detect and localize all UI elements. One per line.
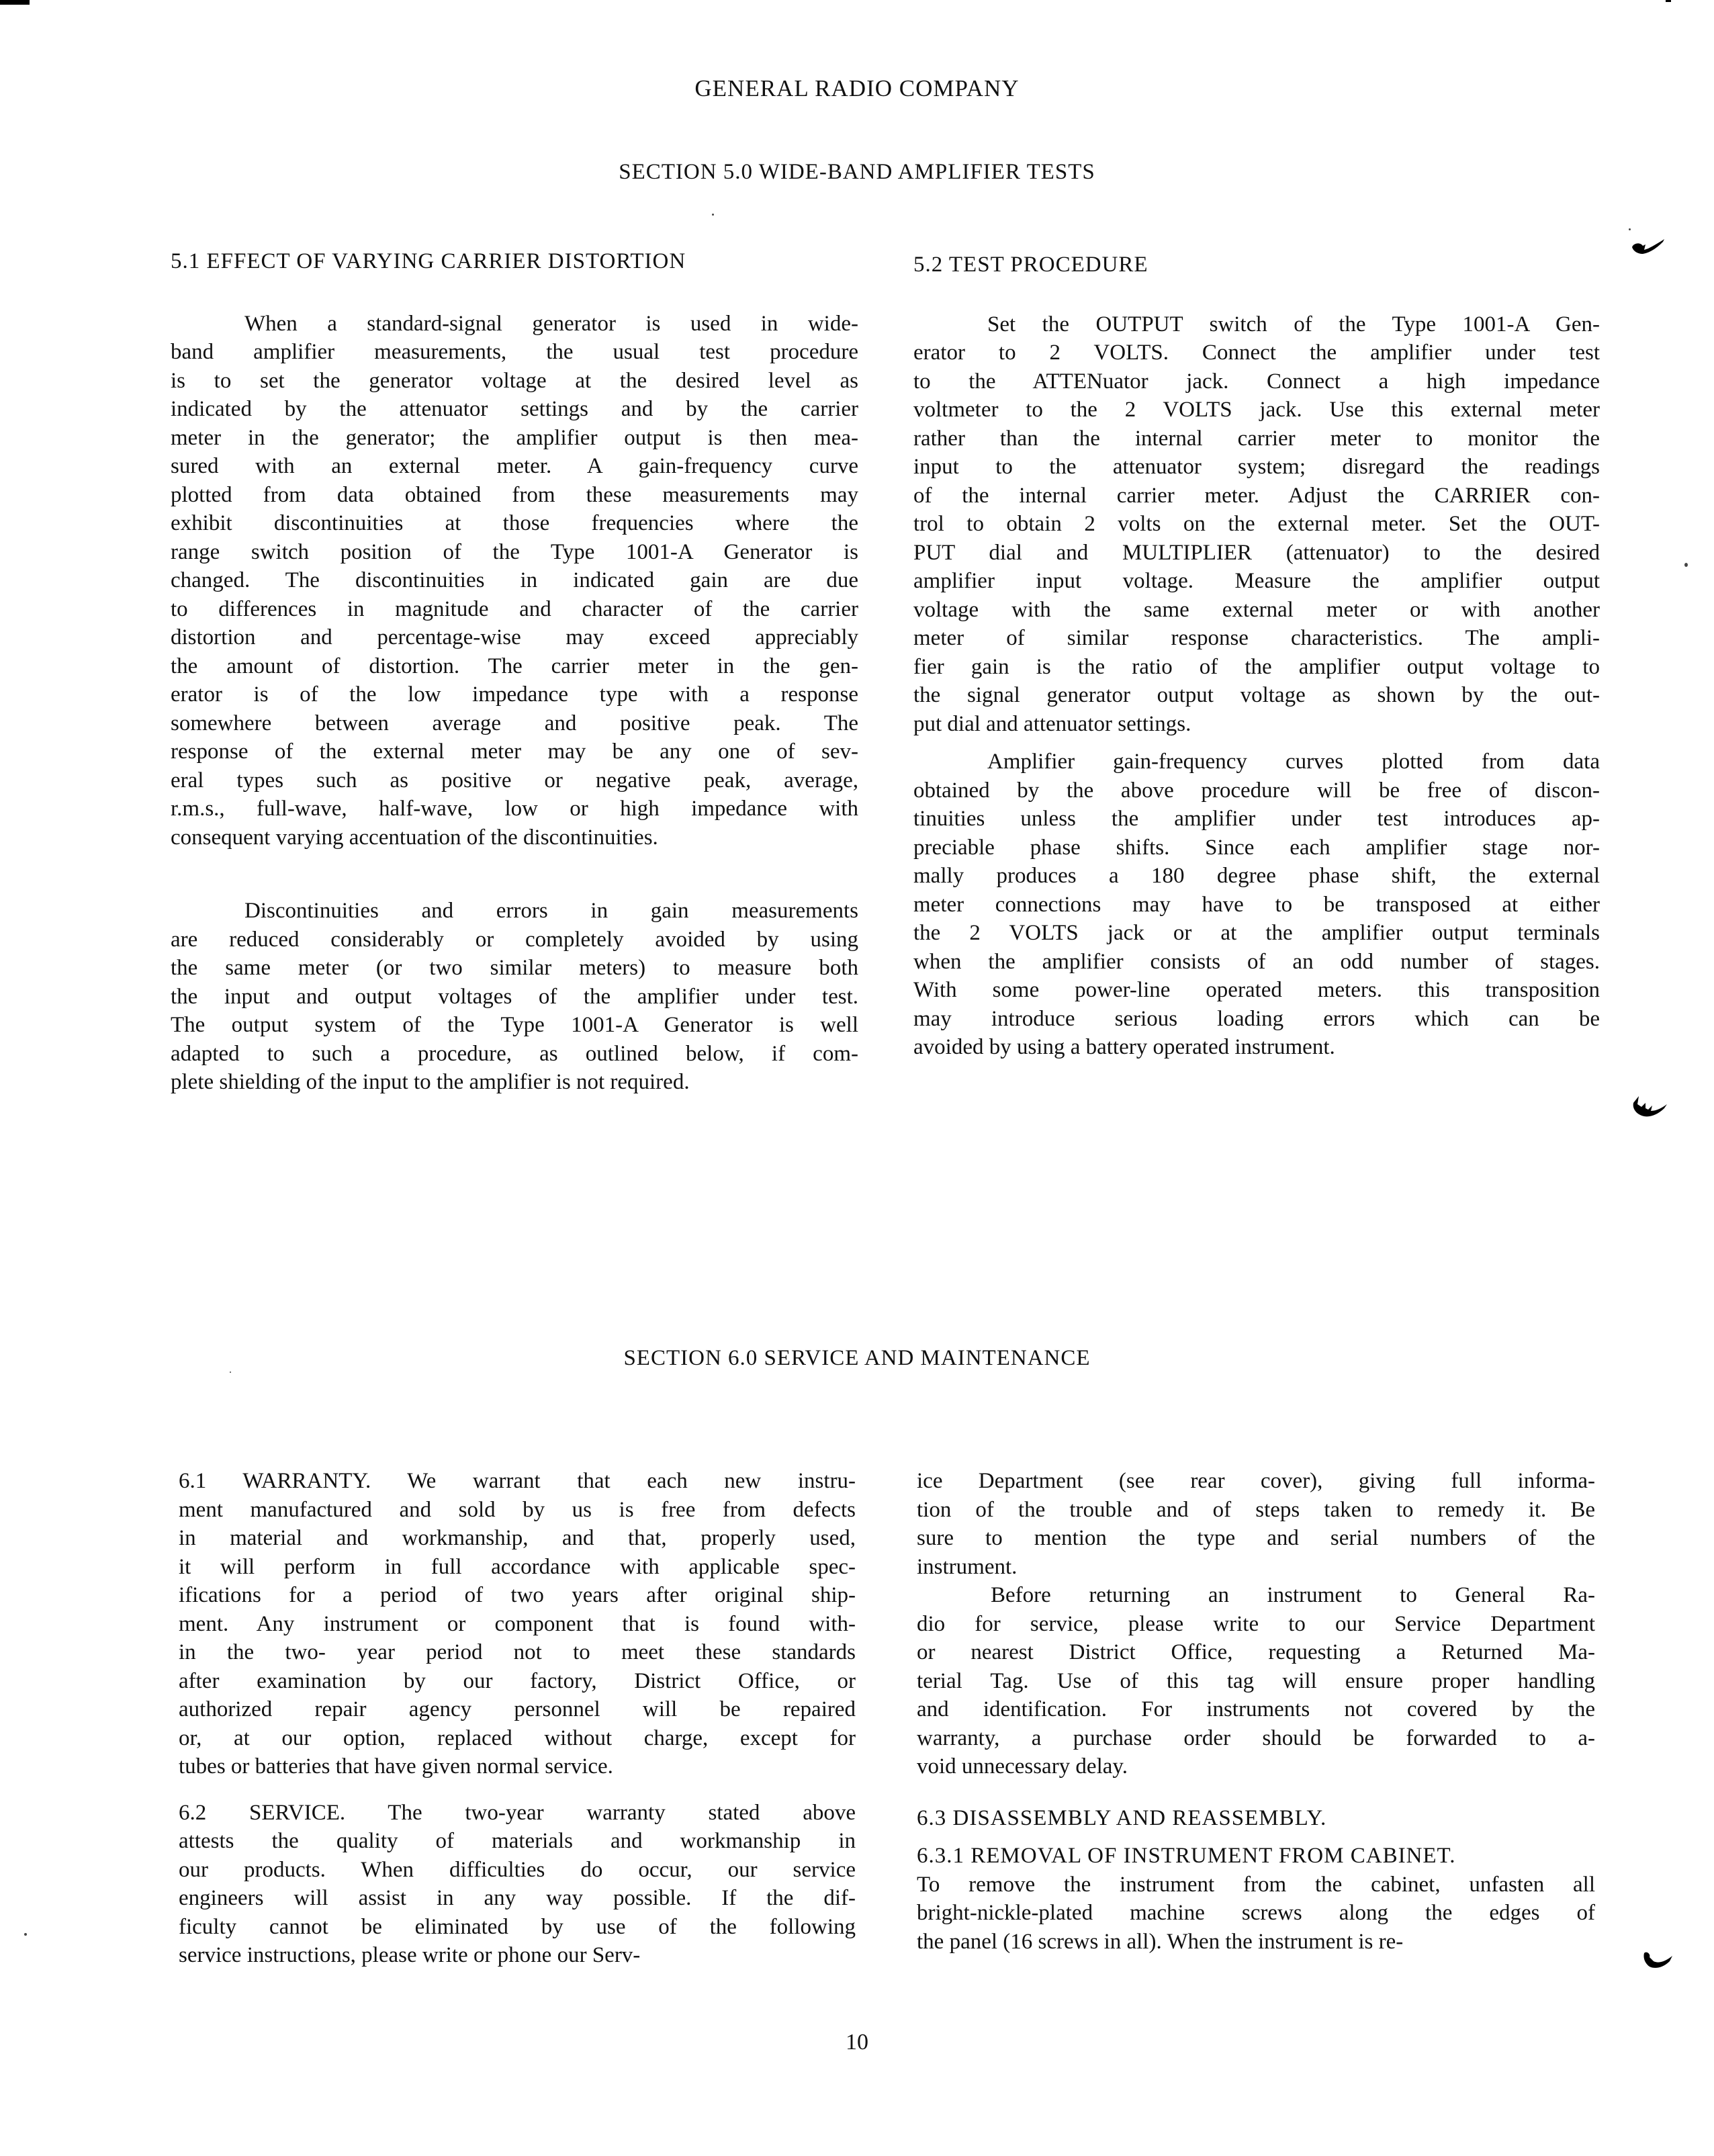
scan-artifact (1666, 0, 1671, 2)
section-6-left-column (179, 1467, 856, 1970)
text-line: consequent varying accentuation of the discontinuities. (171, 825, 658, 850)
text-line: ficulty cannot be eliminated by use of the following (179, 1914, 856, 1939)
section-5-1-paragraph-1 (171, 310, 858, 852)
text-line: changed. The discontinuities in indicated gain are due (171, 568, 858, 592)
text-line: tion of the trouble and of steps taken to remedy it. Be (917, 1497, 1595, 1522)
scan-artifact (0, 0, 30, 5)
text-line: the amount of distortion. The carrier meter in the gen- (171, 654, 858, 678)
text-line: warranty, a purchase order should be forwarded to a- (917, 1725, 1595, 1750)
text-line: adapted to such a procedure, as outlined below, if com- (171, 1041, 858, 1066)
section-6-right-column (917, 1467, 1595, 1956)
text-line: Amplifier gain-frequency curves plotted from data (987, 750, 1600, 774)
section-5-1-heading: 5.1 EFFECT OF VARYING CARRIER DISTORTION (171, 249, 686, 273)
text-line: 6.1 WARRANTY. We warrant that each new instru- (179, 1469, 856, 1493)
text-line: ifications for a period of two years after original ship- (179, 1583, 856, 1607)
text-line: eral types such as positive or negative peak, average, (171, 768, 858, 793)
text-line: bright-nickle-plated machine screws along the edges of (917, 1901, 1595, 1925)
text-line: erator is of the low impedance type with a response (171, 682, 858, 707)
text-line: distortion and percentage-wise may exceed appreciably (171, 625, 858, 649)
binding-mark-icon (1625, 235, 1672, 262)
text-line: input to the attenuator system; disregard the readings (913, 455, 1600, 479)
text-line: preciable phase shifts. Since each amplifier stage nor- (913, 835, 1600, 860)
text-line: the input and output voltages of the amplifier under test. (171, 984, 858, 1009)
text-line: to differences in magnitude and character of the carrier (171, 596, 858, 621)
text-line: The output system of the Type 1001-A Generator is well (171, 1013, 858, 1037)
text-line: voltmeter to the 2 VOLTS jack. Use this external meter (913, 398, 1600, 422)
text-line: sured with an external meter. A gain-frequency curve (171, 454, 858, 478)
text-line: the signal generator output voltage as shown by the out- (913, 683, 1600, 707)
text-line: PUT dial and MULTIPLIER (attenuator) to the desired (913, 540, 1600, 565)
text-line: dio for service, please write to our Service Department (917, 1611, 1595, 1636)
text-line: mally produces a 180 degree phase shift, the external (913, 864, 1600, 888)
section-6-2-paragraph-2 (917, 1581, 1595, 1781)
binding-mark-icon (1625, 1093, 1672, 1127)
text-line: are reduced considerably or completely avoided by using (171, 927, 858, 952)
text-line: attests the quality of materials and workmanship in (179, 1829, 856, 1853)
text-line: indicated by the attenuator settings and by the carrier (171, 397, 858, 421)
section-6-3-1-body (917, 1871, 1595, 1957)
section-5-2-heading: 5.2 TEST PROCEDURE (913, 253, 1148, 277)
text-line: authorized repair agency personnel will be repaired (179, 1697, 856, 1721)
text-line: after examination by our factory, District Office, or (179, 1668, 856, 1693)
text-line: and identification. For instruments not covered by the (917, 1697, 1595, 1721)
text-line: With some power-line operated meters. this transposition (913, 978, 1600, 1002)
text-line: rather than the internal carrier meter to monitor the (913, 426, 1600, 451)
section-5-2 (913, 251, 1600, 1062)
text-line: meter connections may have to be transposed at either (913, 892, 1600, 917)
text-line: meter of similar response characteristics. The ampli- (913, 626, 1600, 650)
text-line: plotted from data obtained from these measurements may (171, 482, 858, 507)
text-line: void unnecessary delay. (917, 1754, 1128, 1779)
text-line: trol to obtain 2 volts on the external meter. Set the OUT- (913, 512, 1600, 536)
text-line: the 2 VOLTS jack or at the amplifier output terminals (913, 921, 1600, 945)
text-line: 6.2 SERVICE. The two-year warranty stated above (179, 1800, 856, 1825)
text-line: somewhere between average and positive peak. The (171, 711, 858, 735)
text-line: or, at our option, replaced without charge, except for (179, 1725, 856, 1750)
speck (24, 1933, 27, 1936)
speck (230, 1372, 231, 1373)
section-5-2-paragraph-2 (913, 748, 1600, 1062)
text-line: obtained by the above procedure will be free of discon- (913, 778, 1600, 803)
text-line: it will perform in full accordance with applicable spec- (179, 1554, 856, 1579)
section-6-2-continued (917, 1467, 1595, 1581)
section-5-1-paragraph-2 (171, 897, 858, 1097)
text-line: tinuities unless the amplifier under test introduces ap- (913, 807, 1600, 831)
text-line: fier gain is the ratio of the amplifier output voltage to (913, 654, 1600, 679)
text-line: the same meter (or two similar meters) to measure both (171, 956, 858, 980)
section-5-1 (171, 247, 858, 1097)
text-line: service instructions, please write or phone our Serv- (179, 1943, 641, 1967)
text-line: amplifier input voltage. Measure the amplifier output (913, 569, 1600, 593)
text-line: when the amplifier consists of an odd number of stages. (913, 949, 1600, 974)
text-line: response of the external meter may be any one of sev- (171, 739, 858, 764)
text-line: our products. When difficulties do occur, our service (179, 1857, 856, 1882)
speck (1629, 228, 1631, 230)
text-line: ment. Any instrument or component that is found with- (179, 1611, 856, 1636)
text-line: terial Tag. Use of this tag will ensure proper handling (917, 1668, 1595, 1693)
text-line: ment manufactured and sold by us is free from defects (179, 1497, 856, 1522)
text-line: When a standard-signal generator is used in wide- (244, 311, 858, 336)
text-line: avoided by using a battery operated instrument. (913, 1035, 1335, 1059)
text-line: sure to mention the type and serial numbers of the (917, 1526, 1595, 1550)
text-line: plete shielding of the input to the amplifier is not required. (171, 1070, 690, 1094)
section-5-title: SECTION 5.0 WIDE-BAND AMPLIFIER TESTS (619, 160, 1095, 184)
text-line: may introduce serious loading errors which can be (913, 1006, 1600, 1031)
text-line: to the ATTENuator jack. Connect a high impedance (913, 369, 1600, 394)
text-line: Set the OUTPUT switch of the Type 1001-A Gen- (987, 312, 1600, 336)
text-line: r.m.s., full-wave, half-wave, low or high impedance with (171, 797, 858, 821)
text-line: Discontinuities and errors in gain measurements (244, 899, 858, 923)
speck (1684, 563, 1688, 567)
text-line: voltage with the same external meter or with another (913, 597, 1600, 622)
text-line: in material and workmanship, and that, properly used, (179, 1526, 856, 1550)
text-line: instrument. (917, 1554, 1018, 1579)
text-line: or nearest District Office, requesting a Returned Ma- (917, 1640, 1595, 1664)
section-6-3-1-heading: 6.3.1 REMOVAL OF INSTRUMENT FROM CABINET. (917, 1844, 1456, 1868)
text-line: engineers will assist in any way possible. If the dif- (179, 1886, 856, 1910)
text-line: meter in the generator; the amplifier output is then mea- (171, 425, 858, 450)
text-line: To remove the instrument from the cabinet, unfasten all (917, 1872, 1595, 1897)
text-line: exhibit discontinuities at those frequencies where the (171, 511, 858, 535)
section-6-2-service (179, 1799, 856, 1970)
text-line: in the two- year period not to meet these standards (179, 1640, 856, 1664)
section-6-1-warranty (179, 1467, 856, 1781)
speck (712, 214, 714, 216)
section-5-2-paragraph-1 (913, 310, 1600, 739)
text-line: put dial and attenuator settings. (913, 711, 1191, 736)
text-line: Before returning an instrument to General Ra- (991, 1583, 1595, 1607)
section-6-3-heading: 6.3 DISASSEMBLY AND REASSEMBLY. (917, 1805, 1327, 1830)
text-line: range switch position of the Type 1001-A Generator is (171, 539, 858, 564)
section-6-title: SECTION 6.0 SERVICE AND MAINTENANCE (623, 1346, 1091, 1370)
text-line: erator to 2 VOLTS. Connect the amplifier under test (913, 341, 1600, 365)
text-line: tubes or batteries that have given normal service. (179, 1754, 613, 1779)
binding-mark-icon (1639, 1948, 1679, 1975)
text-line: band amplifier measurements, the usual test procedure (171, 340, 858, 364)
page-number: 10 (846, 2030, 868, 2055)
text-line: ice Department (see rear cover), giving full informa- (917, 1469, 1595, 1493)
text-line: the panel (16 screws in all). When the instrument is re- (917, 1929, 1404, 1954)
text-line: of the internal carrier meter. Adjust the CARRIER con- (913, 483, 1600, 508)
text-line: is to set the generator voltage at the desired level as (171, 368, 858, 393)
company-header: GENERAL RADIO COMPANY (694, 75, 1020, 101)
